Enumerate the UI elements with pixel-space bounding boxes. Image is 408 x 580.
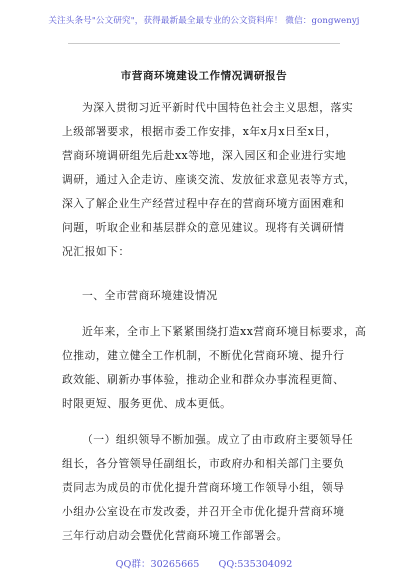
paragraph-line: 调研，通过入企走访、座谈交流、发放征求意见表等方式， [62, 173, 356, 186]
document-title: 市营商环境建设工作情况调研报告 [120, 70, 288, 82]
header-divider [68, 43, 340, 44]
paragraph-line: 责同志为成员的市优化提升营商环境工作领导小组，领导 [62, 481, 345, 494]
paragraph-line: 组长，各分管领导任副组长，市政府办和相关部门主要负 [62, 457, 345, 470]
paragraph-line: 营商环境调研组先后赴xx等地，深入园区和企业进行实地 [62, 149, 347, 162]
footer-qq-number: QQ:535304092 [218, 559, 293, 570]
paragraph-line: （一）组织领导不断加强。成立了由市政府主要领导任 [82, 433, 354, 446]
paragraph-line: 深入了解企业生产经营过程中存在的营商环境方面困难和 [62, 197, 345, 210]
paragraph-line: 为深入贯彻习近平新时代中国特色社会主义思想，落实 [82, 101, 354, 114]
paragraph-line: 上级部署要求，根据市委工作安排，x年x月x日至x日， [62, 125, 337, 138]
paragraph-line: 时限更短、服务更优、成本更低。 [62, 397, 232, 410]
footer-contact [0, 556, 408, 570]
header-banner: 关注头条号"公文研究"，获得最新最全最专业的公文资料库！ 微信：gongwenyj [48, 16, 360, 26]
paragraph-line: 位推动，建立健全工作机制，不断优化营商环境、提升行 [62, 349, 345, 362]
paragraph-line: 况汇报如下： [62, 245, 130, 258]
paragraph-line: 小组办公室设在市发改委，并召开全市优化提升营商环境 [62, 505, 345, 518]
paragraph-line: 政效能、刷新办事体验，推动企业和群众办事流程更简、 [62, 373, 345, 386]
paragraph-line: 问题，听取企业和基层群众的意见建议。现将有关调研情 [62, 221, 345, 234]
section-heading: 一、全市营商环境建设情况 [82, 289, 218, 302]
paragraph-line: 三年行动启动会暨优化营商环境工作部署会。 [62, 529, 288, 542]
paragraph-line: 近年来，全市上下紧紧围绕打造xx营商环境目标要求，高 [82, 325, 367, 338]
footer-qq-group: QQ群：30265665 [115, 559, 200, 570]
